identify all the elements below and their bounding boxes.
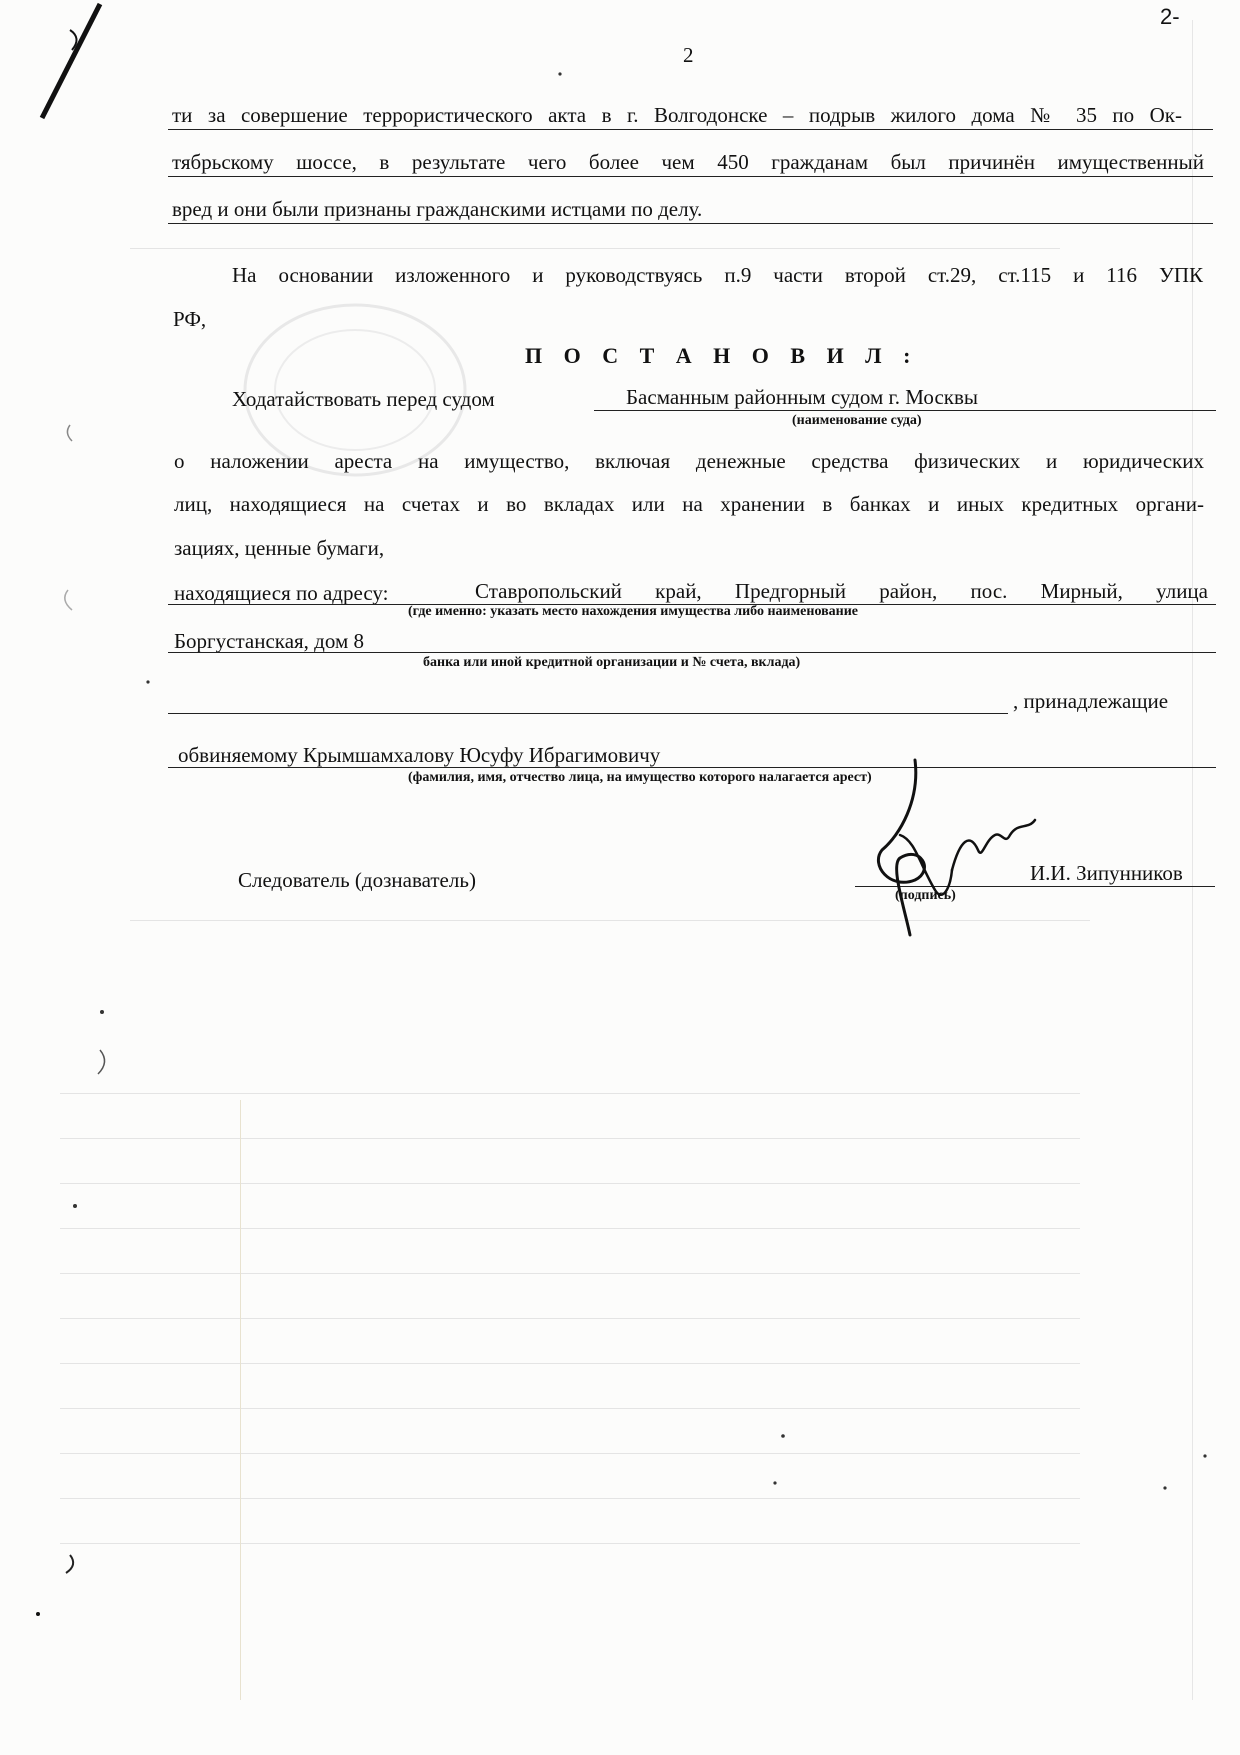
location-value-2: Боргустанская, дом 8 (174, 629, 364, 653)
location-label: находящиеся по адресу: (174, 581, 389, 605)
signature-role: Следователь (дознаватель) (238, 868, 476, 892)
court-caption: (наименование суда) (792, 413, 922, 428)
signature-name: И.И. Зипунников (1030, 861, 1183, 885)
owner-value: обвиняемому Крымшамхалову Юсуфу Ибрагимовичу (178, 743, 661, 767)
basis-line-2: РФ, (173, 307, 207, 331)
petition-label: Ходатайствовать перед судом (232, 387, 495, 411)
belonging-label: , принадлежащие (1013, 689, 1169, 713)
page-number: 2 (683, 43, 694, 67)
paragraph-1-line-3: вред и они были признаны гражданскими истцами по делу. (172, 197, 703, 221)
location-caption-1: (где именно: указать место нахождения имущества либо наименование (408, 604, 858, 619)
paragraph-1-line-2: тябрьскому шоссе, в результате чего более чем 450 гражданам был причинён имущественный (172, 150, 1204, 174)
corner-handwritten-mark: 2- (1160, 4, 1180, 29)
location-value: Ставропольский край, Предгорный район, пос. Мирный, улица (475, 579, 1208, 603)
arrest-text-line-3: зациях, ценные бумаги, (174, 536, 385, 560)
signature-caption: (подпись) (895, 888, 956, 903)
paragraph-1-line-1: ти за совершение террористического акта в г. Волгодонске – подрыв жилого дома № 35 по Ок- (172, 103, 1182, 127)
court-name: Басманным районным судом г. Москвы (626, 385, 978, 409)
owner-caption: (фамилия, имя, отчество лица, на имущество которого налагается арест) (408, 770, 872, 785)
arrest-text-line-2: лиц, находящиеся на счетах и во вкладах или на хранении в банках и иных кредитных органи- (174, 492, 1204, 516)
decree-heading: П О С Т А Н О В И Л : (525, 343, 919, 368)
arrest-text-line-1: о наложении ареста на имущество, включая денежные средства физических и юридических (174, 449, 1204, 473)
location-caption-2: банка или иной кредитной организации и № счета, вклада) (423, 655, 801, 670)
basis-line-1: На основании изложенного и руководствуясь п.9 части второй ст.29, ст.115 и 116 УПК (232, 263, 1203, 287)
